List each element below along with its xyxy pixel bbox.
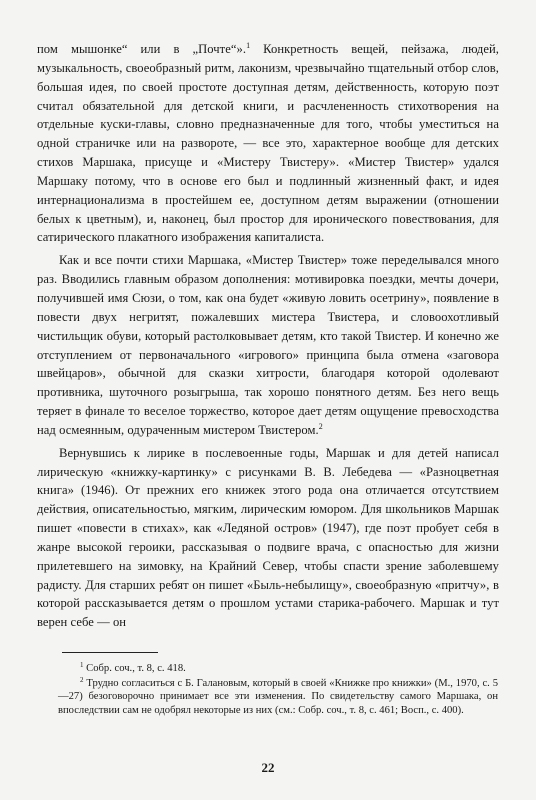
footnote-ref-1: 1: [246, 41, 251, 50]
page-number: 22: [261, 760, 275, 775]
paragraph-text: Как и все почти стихи Маршака, «Мистер Твистер» тоже переделывался много раз. Вводились главным образом дополнения: мотивировка поездки, мечты дочери, получившей имя Сюзи, о том, как она будет «живую ловить осетрину», появление в повести двух негритят, пожалевших мистера Твистера, и словоохотливый чистильщик обуви, который растолковывает детям, кто такой Твистер. И конечно же отступлением от первоначального «игрового» принципа была отмена «заговора швейцаров», обычной для сказки хитрости, благодаря которой одолевают противника, шуточного розыгрыша, так хорошо понятного детям. Без него вещь теряет в финале то веселое торжество, которое дает детям ощущение превосходства над осмеянным, одураченным мистером Твистером.: [37, 253, 499, 437]
paragraph: [37, 444, 499, 632]
footnote-number: 1: [80, 661, 84, 669]
footnote-ref-2: 2: [318, 421, 323, 431]
paragraph-continued: [37, 40, 499, 247]
footnote-text: Собр. соч., т. 8, с. 418.: [86, 663, 186, 674]
footnote: [58, 662, 498, 676]
footnote: [58, 677, 498, 718]
paragraph: [37, 251, 499, 439]
body-text: [37, 40, 499, 632]
paragraph-text: Конкретность вещей, пейзажа, людей, музыкальность, своеобразный ритм, лаконизм, чрезвычайно тщательный отбор слов, большая идея, по своей простоте доступная детям, действенность, которую поэт считал обязательной для детской книги, и расчлененность стихотворения на отдельные куски-главы, словно предназначенные для того, чтобы уместиться на одной страничке или на развороте, — все это, характерное вообще для детских стихов Маршака, присуще и «Мистеру Твистеру». «Мистер Твистер» удался Маршаку потому, что в основе его был и подлинный жизненный факт, и идея интернационализма в простейшем ее, доступном детям выражении (отношении белых к цветным), и, наконец, был простор для иронического повествования, для сатирического плакатного изображения капиталиста.: [37, 42, 499, 245]
paragraph-text: Вернувшись к лирике в послевоенные годы, Маршак и для детей написал лирическую «книжку-картинку» с рисунками В. В. Лебедева — «Разноцветная книга» (1946). От прежних его книжек этого рода она отличается отсутствием действия, описательностью, мягким, лирическим юмором. Для школьников Маршак пишет «повести в стихах», как «Ледяной остров» (1947), где поэт пробует себя в жанре высокой героики, рассказывая о подвиге врача, с опасностью для жизни прилетевшего на зимовку, на Крайний Север, чтобы спасти зрение заболевшему радисту. Для старших ребят он пишет «Быль-небылищу», своеобразную «притчу», в которой рассказывается детям о прошлом устами старика-рабочего. Маршак и тут верен себе — он: [37, 445, 499, 630]
paragraph-opening-fragment: пом мышонке“ или в „Почте“».: [37, 42, 247, 56]
footnote-number: 2: [80, 675, 84, 684]
footnote-text: Трудно согласиться с Б. Галановым, который в своей «Книжке про книжки» (М., 1970, с. 5—27) безоговорочно принимает все эти изменения. По свидетельству самого Маршака, он впоследствии сам не одобрял некоторые из них (см.: Собр. соч., т. 8, с. 461; Восп., с. 400).: [58, 677, 498, 716]
footnote-divider: [62, 652, 158, 653]
footnotes: [58, 662, 498, 717]
